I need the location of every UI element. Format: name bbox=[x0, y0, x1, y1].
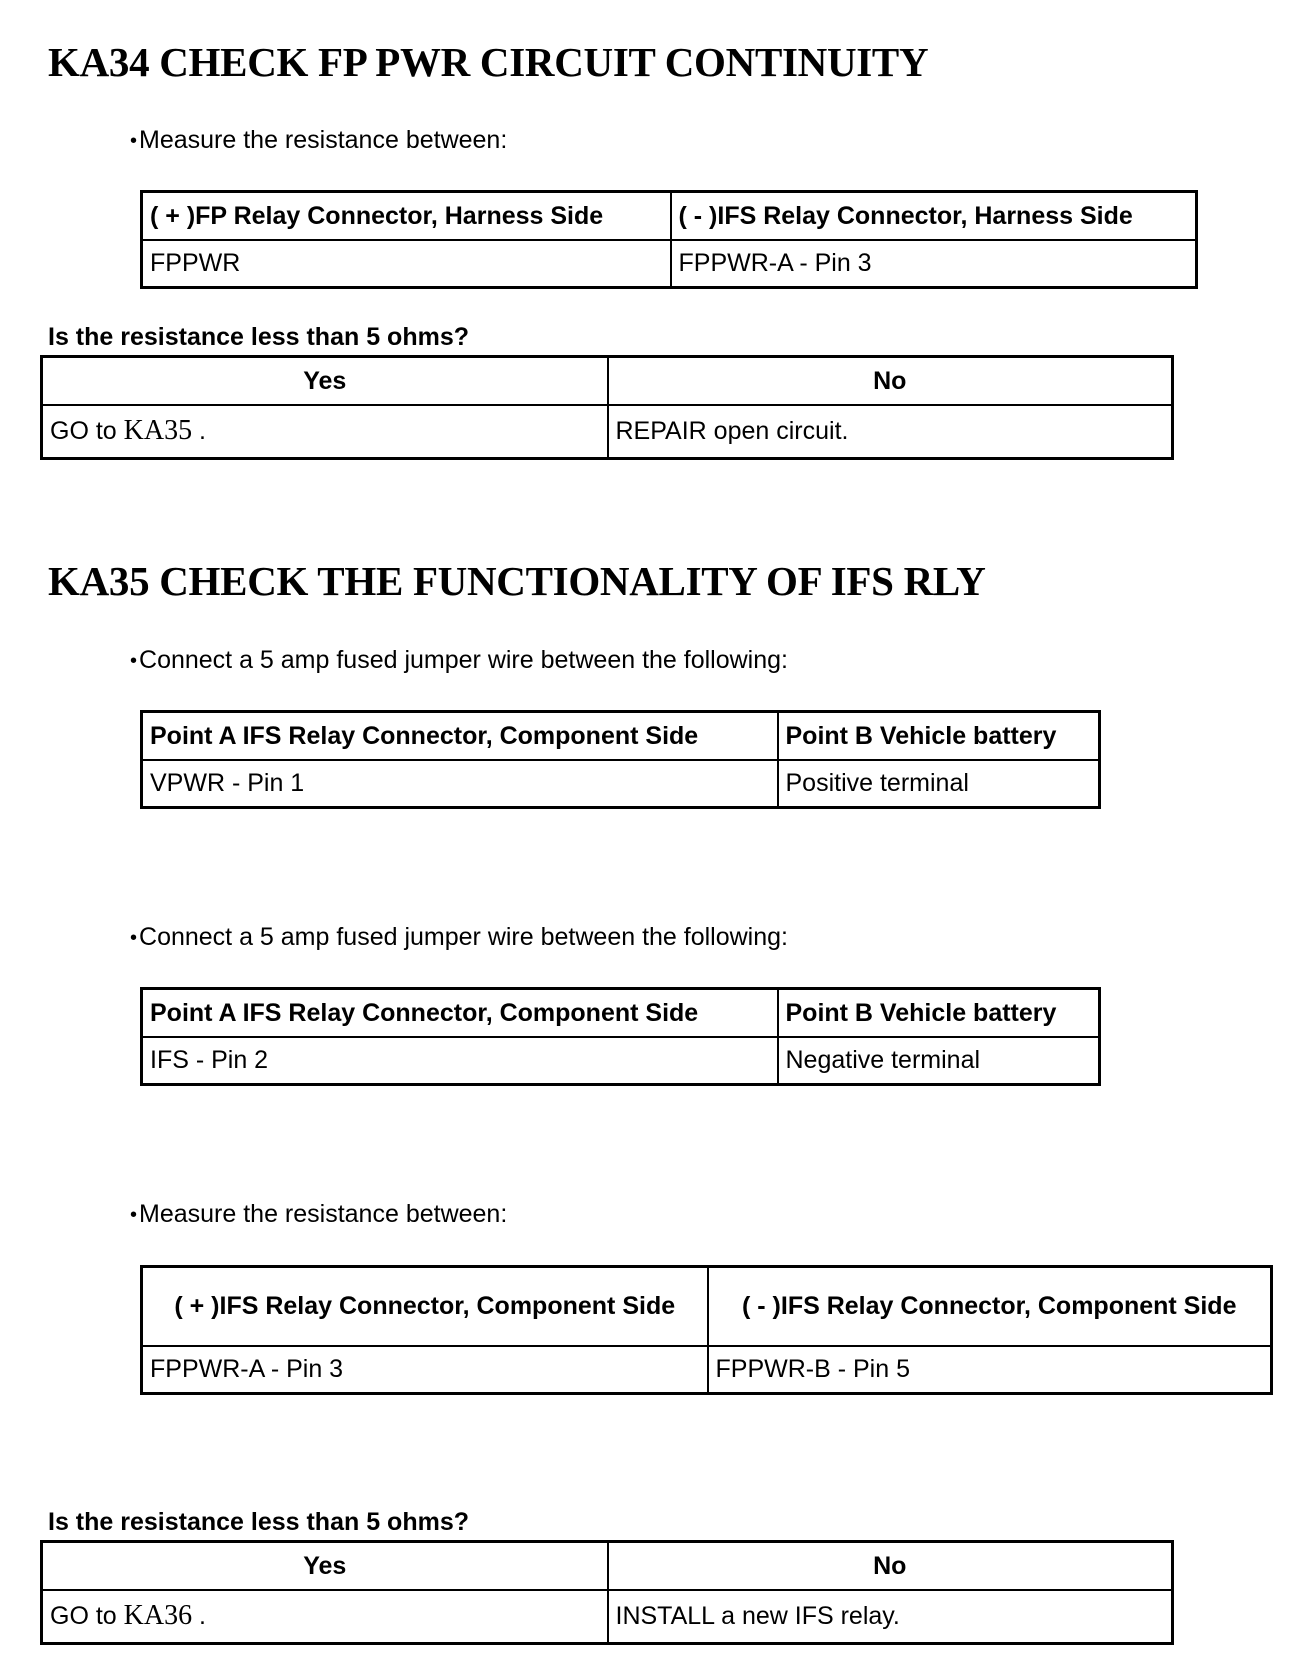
ka35-jumper-table-2 bbox=[140, 987, 1101, 1086]
ka35-yes-prefix: GO to bbox=[50, 1602, 117, 1631]
ka35-t3-header-minus: ( - )IFS Relay Connector, Component Side bbox=[708, 1267, 1272, 1346]
bullet-icon: • bbox=[130, 650, 138, 672]
ka35-t3-cell-minus: FPPWR-B - Pin 5 bbox=[708, 1346, 1272, 1394]
ka35-t3-header-plus: ( + )IFS Relay Connector, Component Side bbox=[142, 1267, 708, 1346]
ka34-title: KA34 CHECK FP PWR CIRCUIT CONTINUITY bbox=[48, 39, 929, 85]
ka35-instruction-2-text: Connect a 5 amp fused jumper wire between the following: bbox=[139, 923, 788, 951]
bullet-icon: • bbox=[130, 130, 138, 152]
ka35-t2-header-a: Point A IFS Relay Connector, Component Side bbox=[142, 989, 778, 1037]
ka35-t2-cell-a: IFS - Pin 2 bbox=[142, 1037, 778, 1085]
ka34-no-action: REPAIR open circuit. bbox=[608, 405, 1173, 459]
ka35-instruction-1 bbox=[130, 646, 788, 675]
ka34-question: Is the resistance less than 5 ohms? bbox=[48, 323, 469, 351]
ka35-link[interactable]: KA35 bbox=[123, 415, 193, 447]
ka34-no-header: No bbox=[608, 357, 1173, 405]
ka35-title: KA35 CHECK THE FUNCTIONALITY OF IFS RLY bbox=[48, 558, 986, 604]
ka34-yes-action bbox=[42, 405, 608, 459]
ka35-jumper-table-1 bbox=[140, 710, 1101, 809]
ka35-instruction-3-text: Measure the resistance between: bbox=[139, 1200, 508, 1228]
ka34-measure-table bbox=[140, 190, 1198, 289]
ka34-measure-header-plus: ( + )FP Relay Connector, Harness Side bbox=[142, 192, 671, 240]
ka35-t1-header-b: Point B Vehicle battery bbox=[778, 712, 1100, 760]
ka34-measure-cell-plus: FPPWR bbox=[142, 240, 671, 288]
ka34-instruction-text: Measure the resistance between: bbox=[139, 126, 508, 154]
ka35-t2-cell-b: Negative terminal bbox=[778, 1037, 1100, 1085]
ka35-yes-action bbox=[42, 1590, 608, 1644]
ka35-decision-table bbox=[40, 1540, 1174, 1645]
ka35-t2-header-b: Point B Vehicle battery bbox=[778, 989, 1100, 1037]
ka34-instruction bbox=[130, 126, 507, 155]
ka34-measure-header-minus: ( - )IFS Relay Connector, Harness Side bbox=[671, 192, 1197, 240]
ka35-yes-suffix: . bbox=[199, 1602, 206, 1631]
ka35-t3-cell-plus: FPPWR-A - Pin 3 bbox=[142, 1346, 708, 1394]
ka34-yes-prefix: GO to bbox=[50, 417, 117, 446]
ka35-t1-cell-b: Positive terminal bbox=[778, 760, 1100, 808]
ka35-instruction-2 bbox=[130, 923, 788, 952]
ka34-yes-suffix: . bbox=[199, 417, 206, 446]
ka35-no-header: No bbox=[608, 1542, 1173, 1590]
ka35-instruction-1-text: Connect a 5 amp fused jumper wire between the following: bbox=[139, 646, 788, 674]
ka34-measure-cell-minus: FPPWR-A - Pin 3 bbox=[671, 240, 1197, 288]
ka35-question: Is the resistance less than 5 ohms? bbox=[48, 1508, 469, 1536]
ka35-measure-table bbox=[140, 1265, 1273, 1395]
ka36-link[interactable]: KA36 bbox=[123, 1600, 193, 1632]
ka34-yes-header: Yes bbox=[42, 357, 608, 405]
ka34-decision-table bbox=[40, 355, 1174, 460]
ka35-t1-header-a: Point A IFS Relay Connector, Component Side bbox=[142, 712, 778, 760]
ka35-t1-cell-a: VPWR - Pin 1 bbox=[142, 760, 778, 808]
ka35-instruction-3 bbox=[130, 1200, 507, 1229]
bullet-icon: • bbox=[130, 927, 138, 949]
ka35-no-action: INSTALL a new IFS relay. bbox=[608, 1590, 1173, 1644]
ka35-yes-header: Yes bbox=[42, 1542, 608, 1590]
bullet-icon: • bbox=[130, 1204, 138, 1226]
